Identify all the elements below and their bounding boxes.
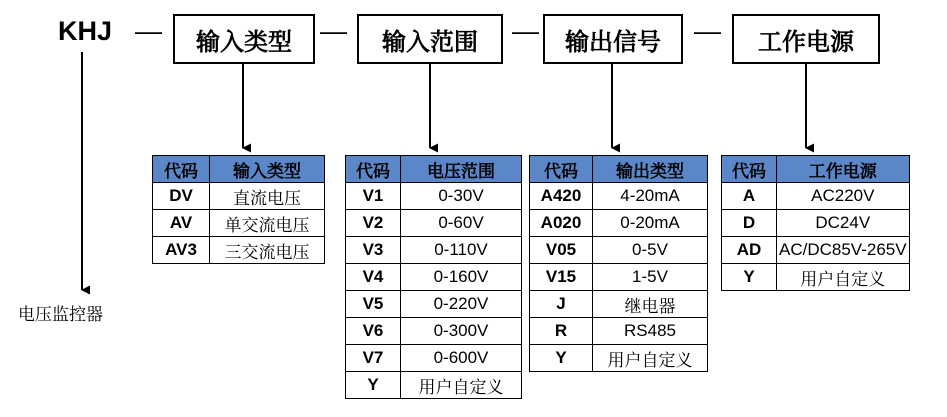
col-header-code: 代码 <box>530 156 593 183</box>
table-row <box>530 318 708 345</box>
col-header-code: 代码 <box>722 156 777 183</box>
cell-value: 0-300V <box>401 318 522 345</box>
table-row <box>346 264 522 291</box>
segment-label-input-range: 输入范围 <box>382 28 478 56</box>
col-header-value: 电压范围 <box>401 156 522 183</box>
table-row <box>153 237 325 264</box>
cell-code: Y <box>722 264 777 291</box>
segment-box-output-signal <box>543 14 683 64</box>
table-row <box>722 183 910 210</box>
cell-value: 0-30V <box>401 183 522 210</box>
cell-code: V5 <box>346 291 401 318</box>
table-row <box>530 264 708 291</box>
col-header-value: 输入类型 <box>210 156 325 183</box>
segment-label-power-supply: 工作电源 <box>758 28 854 56</box>
table-row <box>153 210 325 237</box>
table-row <box>346 372 522 399</box>
cell-code: V3 <box>346 237 401 264</box>
cell-value: 0-220V <box>401 291 522 318</box>
cell-value: AC220V <box>777 183 910 210</box>
cell-value: 0-160V <box>401 264 522 291</box>
input-type-table <box>152 155 325 264</box>
cell-value: 1-5V <box>593 264 708 291</box>
table-row <box>346 345 522 372</box>
dash-4: — <box>694 16 721 46</box>
table-row <box>346 291 522 318</box>
table-row <box>722 237 910 264</box>
cell-value: DC24V <box>777 210 910 237</box>
model-prefix: KHJ <box>58 16 113 46</box>
col-header-code: 代码 <box>346 156 401 183</box>
col-header-value: 输出类型 <box>593 156 708 183</box>
cell-code: D <box>722 210 777 237</box>
cell-code: V4 <box>346 264 401 291</box>
table-row <box>530 345 708 372</box>
cell-value: 0-20mA <box>593 210 708 237</box>
cell-code: AV3 <box>153 237 210 264</box>
table-row <box>722 210 910 237</box>
table-row <box>530 210 708 237</box>
cell-value: 0-60V <box>401 210 522 237</box>
segment-label-output-signal: 输出信号 <box>565 28 661 56</box>
table-header-row <box>722 156 910 183</box>
cell-code: J <box>530 291 593 318</box>
cell-code: Y <box>530 345 593 372</box>
cell-code: AV <box>153 210 210 237</box>
table-row <box>530 237 708 264</box>
cell-code: A020 <box>530 210 593 237</box>
output-type-table <box>529 155 708 372</box>
col-header-value: 工作电源 <box>777 156 910 183</box>
table-row <box>346 210 522 237</box>
cell-code: V7 <box>346 345 401 372</box>
cell-value: 4-20mA <box>593 183 708 210</box>
segment-box-input-range <box>357 14 503 64</box>
cell-value: AC/DC85V-265V <box>777 237 910 264</box>
table-row <box>530 291 708 318</box>
cell-value: 继电器 <box>593 291 708 318</box>
cell-code: V15 <box>530 264 593 291</box>
cell-code: AD <box>722 237 777 264</box>
table-row <box>346 183 522 210</box>
cell-value: 用户自定义 <box>401 372 522 399</box>
cell-value: 直流电压 <box>210 183 325 210</box>
table-row <box>346 318 522 345</box>
cell-code: A <box>722 183 777 210</box>
cell-value: 0-5V <box>593 237 708 264</box>
dash-3: — <box>512 16 539 46</box>
cell-code: V6 <box>346 318 401 345</box>
cell-code: A420 <box>530 183 593 210</box>
segment-label-input-type: 输入类型 <box>196 28 292 56</box>
col-header-code: 代码 <box>153 156 210 183</box>
table-header-row <box>530 156 708 183</box>
cell-code: R <box>530 318 593 345</box>
table-row <box>153 183 325 210</box>
dash-1: — <box>135 16 162 46</box>
cell-value: 用户自定义 <box>777 264 910 291</box>
cell-code: DV <box>153 183 210 210</box>
table-row <box>346 237 522 264</box>
cell-code: Y <box>346 372 401 399</box>
table-row <box>722 264 910 291</box>
cell-code: V2 <box>346 210 401 237</box>
table-row <box>530 183 708 210</box>
cell-value: 用户自定义 <box>593 345 708 372</box>
table-header-row <box>153 156 325 183</box>
power-supply-table <box>721 155 910 291</box>
segment-box-power-supply <box>732 14 880 64</box>
cell-value: RS485 <box>593 318 708 345</box>
segment-box-input-type <box>173 14 315 64</box>
product-caption: 电压监控器 <box>18 305 103 324</box>
table-header-row <box>346 156 522 183</box>
cell-code: V05 <box>530 237 593 264</box>
dash-2: — <box>320 16 347 46</box>
voltage-range-table <box>345 155 522 399</box>
cell-value: 0-600V <box>401 345 522 372</box>
cell-code: V1 <box>346 183 401 210</box>
cell-value: 三交流电压 <box>210 237 325 264</box>
cell-value: 单交流电压 <box>210 210 325 237</box>
cell-value: 0-110V <box>401 237 522 264</box>
